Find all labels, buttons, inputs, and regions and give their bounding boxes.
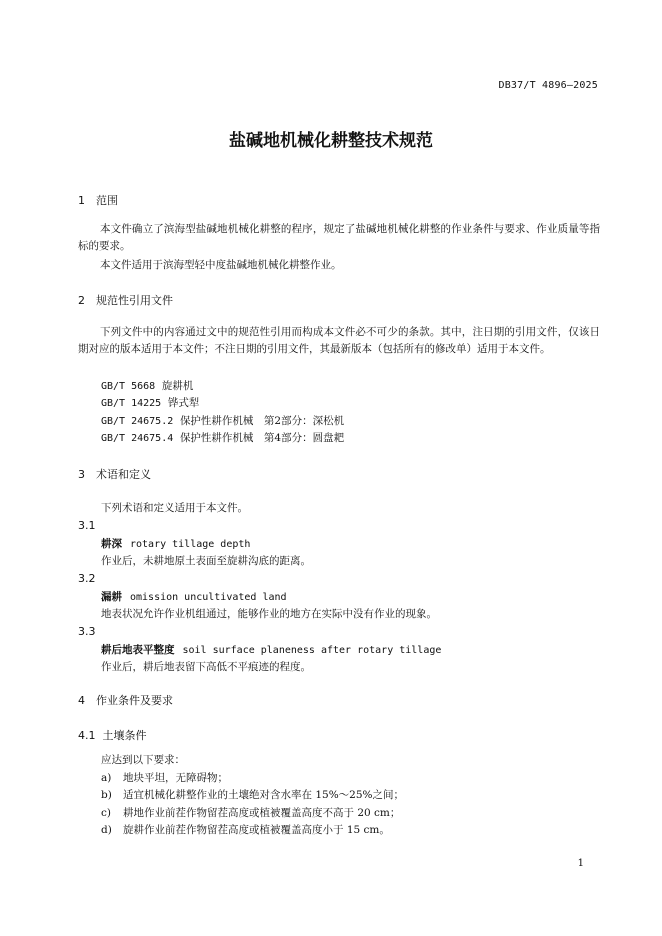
term-english: omission uncultivated land [130, 592, 287, 603]
term-chinese: 漏耕 [101, 591, 122, 603]
list-item [101, 770, 228, 785]
term-english: soil surface planeness after rotary tillage [182, 645, 442, 656]
document-title: 盐碱地机械化耕整技术规范 [229, 131, 433, 151]
term-chinese: 耕深 [101, 538, 122, 550]
reference-code: GB/T 5668 [101, 381, 156, 392]
section-1-heading [78, 192, 118, 208]
section-title: 作业条件及要求 [96, 694, 173, 707]
list-item [101, 787, 404, 802]
section-3-intro: 下列术语和定义适用于本文件。 [101, 502, 248, 514]
subsection-intro: 应达到以下要求： [101, 754, 185, 766]
section-number: 4 [78, 694, 85, 707]
section-number: 1 [78, 194, 85, 207]
reference-name: 保护性耕作机械 第4部分：圆盘耙 [179, 432, 345, 444]
reference-item [101, 430, 344, 445]
section-number: 3 [78, 468, 85, 481]
term-heading [101, 642, 441, 657]
standard-number: DB37/T 4896—2025 [498, 80, 598, 91]
term-definition: 作业后，未耕地原土表面至旋耕沟底的距离。 [101, 555, 311, 567]
section-1-paragraph-1: 本文件确立了滨海型盐碱地机械化耕整的程序，规定了盐碱地机械化耕整的作业条件与要求、作业质量等指标的要求。 [78, 223, 600, 252]
reference-name: 保护性耕作机械 第2部分：深松机 [179, 415, 345, 427]
section-3-heading [78, 466, 151, 482]
list-text: 旋耕作业前茬作物留茬高度或植被覆盖高度小于 15 cm。 [123, 824, 390, 836]
section-2-paragraph: 下列文件中的内容通过文中的规范性引用而构成本文件必不可少的条款。其中，注日期的引用文件，仅该日期对应的版本适用于本文件；不注日期的引用文件，其最新版本（包括所有的修改单）适用于本文件。 [78, 326, 600, 355]
section-number: 2 [78, 294, 85, 307]
term-heading [101, 589, 287, 604]
reference-item [101, 413, 344, 428]
reference-name: 旋耕机 [161, 380, 194, 392]
reference-item [101, 378, 193, 393]
list-marker: b) [101, 789, 112, 801]
term-heading [101, 536, 250, 551]
page-number: 1 [577, 858, 584, 869]
section-1-paragraph-2: 本文件适用于滨海型轻中度盐碱地机械化耕整作业。 [100, 259, 342, 271]
term-number: 3.3 [78, 625, 96, 638]
section-title: 范围 [96, 194, 118, 207]
list-marker: a) [101, 772, 112, 784]
subsection-4-1-heading [78, 727, 147, 743]
term-definition: 地表状况允许作业机组通过，能够作业的地方在实际中没有作业的现象。 [101, 608, 437, 620]
reference-name: 铧式犁 [167, 397, 200, 409]
reference-code: GB/T 24675.2 [101, 416, 174, 427]
list-text: 耕地作业前茬作物留茬高度或植被覆盖高度不高于 20 cm； [123, 807, 401, 819]
section-title: 术语和定义 [96, 468, 151, 481]
term-number: 3.2 [78, 572, 96, 585]
list-text: 地块平坦，无障碍物； [123, 772, 228, 784]
term-definition: 作业后，耕后地表留下高低不平痕迹的程度。 [101, 661, 311, 673]
list-item [101, 805, 400, 820]
list-marker: d) [101, 824, 112, 836]
list-marker: c) [101, 807, 111, 819]
section-4-heading [78, 692, 173, 708]
subsection-title: 土壤条件 [102, 729, 147, 742]
term-english: rotary tillage depth [130, 539, 251, 550]
section-title: 规范性引用文件 [96, 294, 173, 307]
list-text: 适宜机械化耕整作业的土壤绝对含水率在 15%～25%之间； [123, 789, 405, 801]
reference-item [101, 395, 199, 410]
term-chinese: 耕后地表平整度 [101, 644, 175, 656]
subsection-number: 4.1 [78, 729, 96, 742]
term-number: 3.1 [78, 519, 96, 532]
list-item [101, 822, 390, 837]
reference-code: GB/T 14225 [101, 398, 162, 409]
section-2-heading [78, 292, 173, 308]
reference-code: GB/T 24675.4 [101, 433, 174, 444]
